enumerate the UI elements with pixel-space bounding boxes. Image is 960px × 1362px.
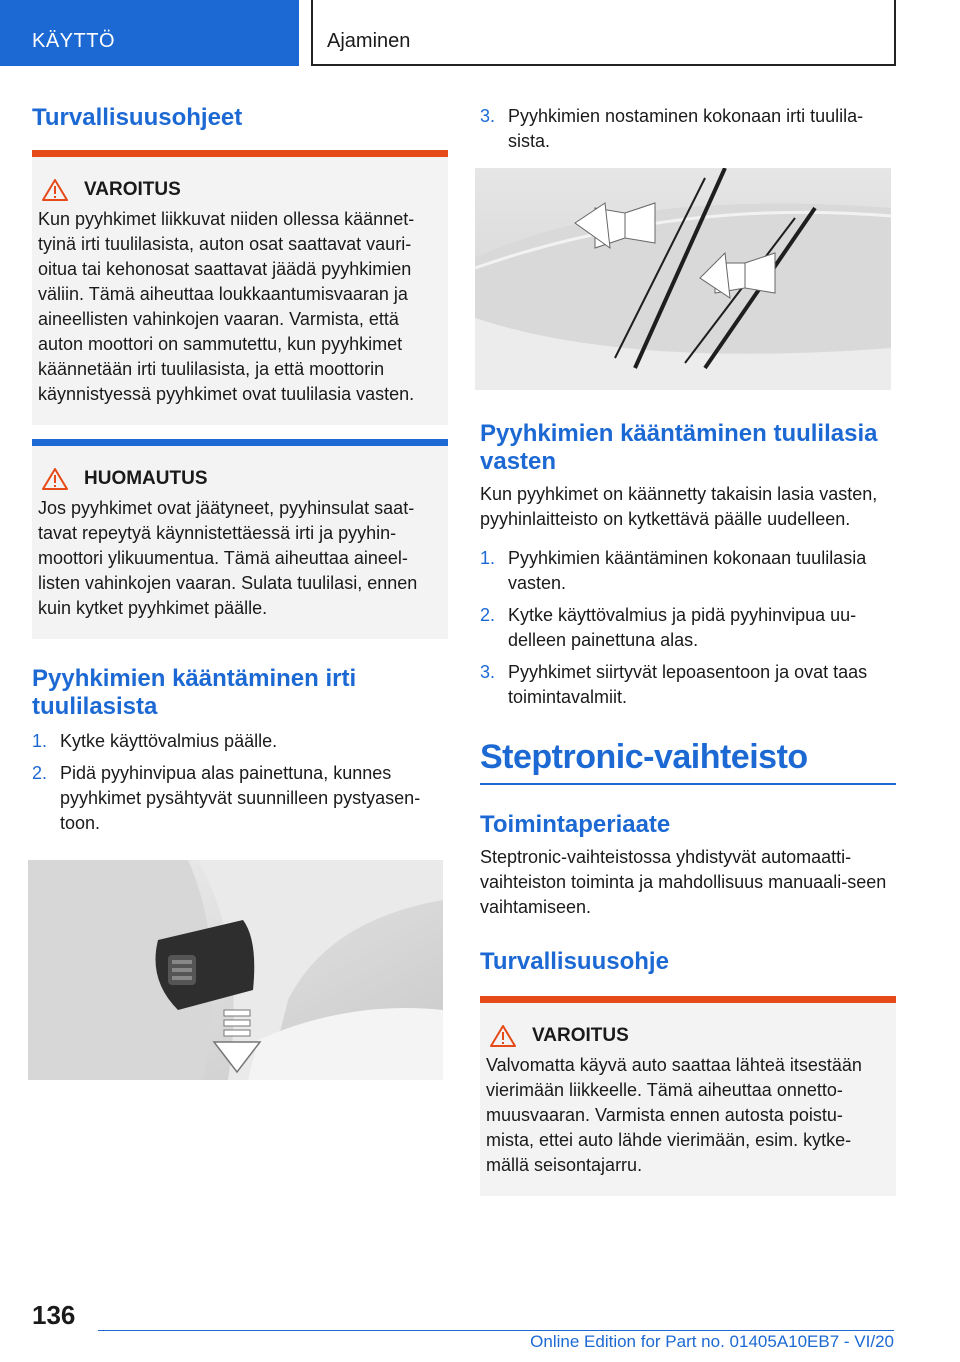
windshield-wipers-illustration <box>475 168 891 390</box>
warning-triangle-icon <box>490 1025 516 1047</box>
step-number: 1. <box>480 548 496 568</box>
notice-title: HUOMAUTUS <box>84 468 208 489</box>
warning-box <box>480 996 896 1196</box>
step-text: Pyyhkimet siirtyvät lepoasentoon ja ovat taas toimintavalmiit. <box>508 662 868 707</box>
edition-link[interactable]: Online Edition for Part no. 01405A10EB7 - VI/20 <box>530 1332 894 1351</box>
right-column <box>480 98 896 1196</box>
list-item <box>32 729 448 754</box>
principle-text: Steptronic-vaihteistossa yhdistyvät automaatti-vaihteiston toiminta ja mahdollisuus manuaali-seen vaihtamiseen. <box>480 847 887 917</box>
principle-heading: Toimintaperiaate <box>480 811 671 838</box>
wiper-lever-illustration <box>28 860 443 1080</box>
fold-out-heading: Pyyhkimien kääntäminen irti tuulilasista <box>32 665 357 720</box>
page-number: 136 <box>32 1300 76 1330</box>
heading-rule <box>480 783 896 785</box>
safety-note-heading: Turvallisuusohje <box>480 948 669 975</box>
list-item <box>480 546 896 596</box>
fold-out-steps <box>32 729 448 836</box>
section-tab: KÄYTTÖ <box>0 0 299 66</box>
step-text: Pidä pyyhinvipua alas painettuna, kunnes pyyhkimet pysähtyvät suunnilleen pystyasen-toon. <box>60 763 421 833</box>
fold-back-heading: Pyyhkimien kääntäminen tuulilasia vasten <box>480 420 878 475</box>
chapter-title: Ajaminen <box>311 0 896 66</box>
step-text: Kytke käyttövalmius ja pidä pyyhinvipua uu-delleen painettuna alas. <box>508 605 857 650</box>
warning-triangle-icon <box>42 179 68 201</box>
warning-bar <box>480 996 896 1003</box>
wiper-lever-image <box>28 860 443 1080</box>
warning-bar <box>32 150 448 157</box>
fold-out-steps-continued <box>480 104 896 154</box>
notice-bar <box>32 439 448 446</box>
step-text: Kytke käyttövalmius päälle. <box>60 731 278 751</box>
warning-title: VAROITUS <box>532 1025 629 1046</box>
list-item <box>480 660 896 710</box>
page-header <box>0 0 960 66</box>
warning-text: Valvomatta käyvä auto saattaa lähteä itsestään vierimään liikkeelle. Tämä aiheuttaa onnetto-muusvaaran. Varmista ennen autosta poistu-mista, ettei auto lähde vierimään, esim. kytke-mällä seisontajarru. <box>486 1055 862 1175</box>
step-number: 2. <box>32 763 48 783</box>
left-column <box>32 98 448 1080</box>
warning-text: Kun pyyhkimet liikkuvat niiden ollessa käännet-tyinä irti tuulilasista, auton osat saattavat vauri-oitua tai kehonosat saattavat jäädä pyyhkimien väliin. Tämä aiheuttaa loukkaantumisvaaran ja aineellisten vahinkojen vaaran. Varmista, että auton moottori on sammutettu, kun pyyhkimet käännetään irti tuulilasista, ja että moottorin käynnistyessä pyyhkimet ovat tuulilasia vasten. <box>38 209 415 404</box>
step-number: 2. <box>480 605 496 625</box>
footer-rule <box>98 1330 894 1331</box>
warning-title: VAROITUS <box>84 179 181 200</box>
fold-back-intro: Kun pyyhkimet on käännetty takaisin lasia vasten, pyyhinlaitteisto on kytkettävä päälle uudelleen. <box>480 484 878 529</box>
warning-box <box>32 150 448 425</box>
list-item <box>32 761 448 836</box>
step-text: Pyyhkimien kääntäminen kokonaan tuulilasia vasten. <box>508 548 867 593</box>
fold-back-steps <box>480 546 896 710</box>
notice-triangle-icon <box>42 468 68 490</box>
step-number: 1. <box>32 731 48 751</box>
step-number: 3. <box>480 106 496 126</box>
step-text: Pyyhkimien nostaminen kokonaan irti tuulila-sista. <box>508 106 864 151</box>
notice-text: Jos pyyhkimet ovat jäätyneet, pyyhinsulat saat-tavat repeytyä käynnistettäessä irti ja pyyhin-moottori ylikuumentua. Tämä aiheuttaa aineel-listen vahinkojen vaaran. Sulata tuulilasi, ennen kuin kytket pyyhkimet päälle. <box>38 498 418 618</box>
safety-heading: Turvallisuusohjeet <box>32 104 243 131</box>
steptronic-heading: Steptronic-vaihteisto <box>480 738 808 776</box>
step-number: 3. <box>480 662 496 682</box>
list-item <box>480 104 896 154</box>
windshield-wipers-image <box>475 168 891 390</box>
list-item <box>480 603 896 653</box>
notice-box <box>32 439 448 639</box>
